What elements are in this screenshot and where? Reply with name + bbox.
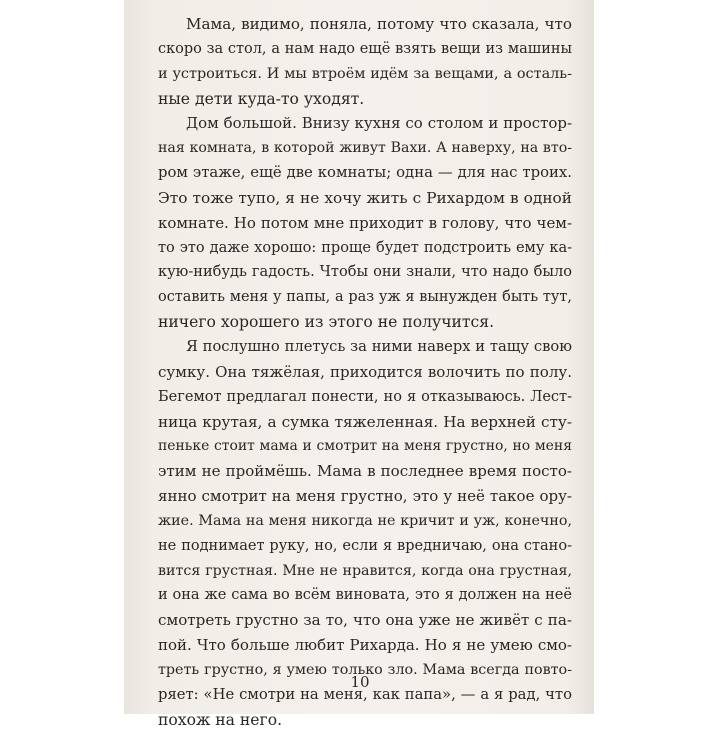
- text-line: и устроиться. И мы втроём идём за вещами, а осталь-: [158, 65, 572, 82]
- text-line: смотреть грустно за то, что она уже не живёт с па-: [158, 611, 572, 630]
- text-line: то это даже хорошо: проще будет подстроить ему ка-: [158, 239, 572, 256]
- body-text: [158, 12, 572, 732]
- text-line: не поднимает руку, но, если я вредничаю, она стано-: [158, 537, 572, 554]
- text-line: Это тоже тупо, я не хочу жить с Рихардом в одной: [158, 188, 572, 207]
- text-line: янно смотрит на меня грустно, это у неё такое ору-: [158, 487, 572, 506]
- text-line: ром этаже, ещё две комнаты; одна — для нас троих.: [158, 164, 572, 182]
- text-line: ряет: «Не смотри на меня, как папа», — а я рад, что: [158, 685, 572, 703]
- page-number: 10: [350, 673, 370, 691]
- text-line: сумку. Она тяжёлая, приходится волочить по полу.: [158, 362, 572, 381]
- text-line: пой. Что больше любит Рихарда. Но я не умею смо-: [158, 636, 572, 655]
- text-line: этим не проймёшь. Мама в последнее время посто-: [158, 462, 572, 481]
- text-line: похож на него.: [158, 710, 283, 729]
- text-line: Дом большой. Внизу кухня со столом и простор-: [186, 114, 572, 133]
- text-line: треть грустно, я умею только зло. Мама всегда повто-: [158, 661, 572, 678]
- text-line: и она же сама во всём виновата, это я должен на неё: [158, 587, 572, 604]
- text-line: пеньке стоит мама и смотрит на меня грустно, но меня: [158, 438, 572, 455]
- text-line: оставить меня у папы, а раз уж я вынужден быть тут,: [158, 289, 572, 306]
- paragraph-1: [158, 12, 572, 111]
- text-line: скоро за стол, а нам надо ещё взять вещи из машины: [158, 40, 572, 57]
- text-line: жие. Мама на меня никогда не кричит и уж, конечно,: [158, 512, 572, 529]
- text-line: кую-нибудь гадость. Чтобы они знали, что надо было: [158, 263, 572, 281]
- text-line: ница крутая, а сумка тяжеленная. На верхней сту-: [158, 412, 572, 431]
- text-line: Мама, видимо, поняла, потому что сказала, что: [186, 15, 572, 33]
- text-line: ная комната, в которой живут Вахи. А наверху, на вто-: [158, 140, 572, 157]
- text-line: комнате. Но потом мне приходит в голову, что чем-: [158, 213, 572, 232]
- paragraph-2: [158, 111, 572, 335]
- text-line: ничего хорошего из этого не получится.: [158, 313, 495, 332]
- text-line: Бегемот предлагал понести, но я отказываюсь. Лест-: [158, 388, 572, 405]
- text-line: ные дети куда-то уходят.: [158, 89, 365, 108]
- text-line: Я послушно плетусь за ними наверх и тащу свою: [186, 337, 572, 355]
- text-line: вится грустная. Мне не нравится, когда она грустная,: [158, 562, 572, 579]
